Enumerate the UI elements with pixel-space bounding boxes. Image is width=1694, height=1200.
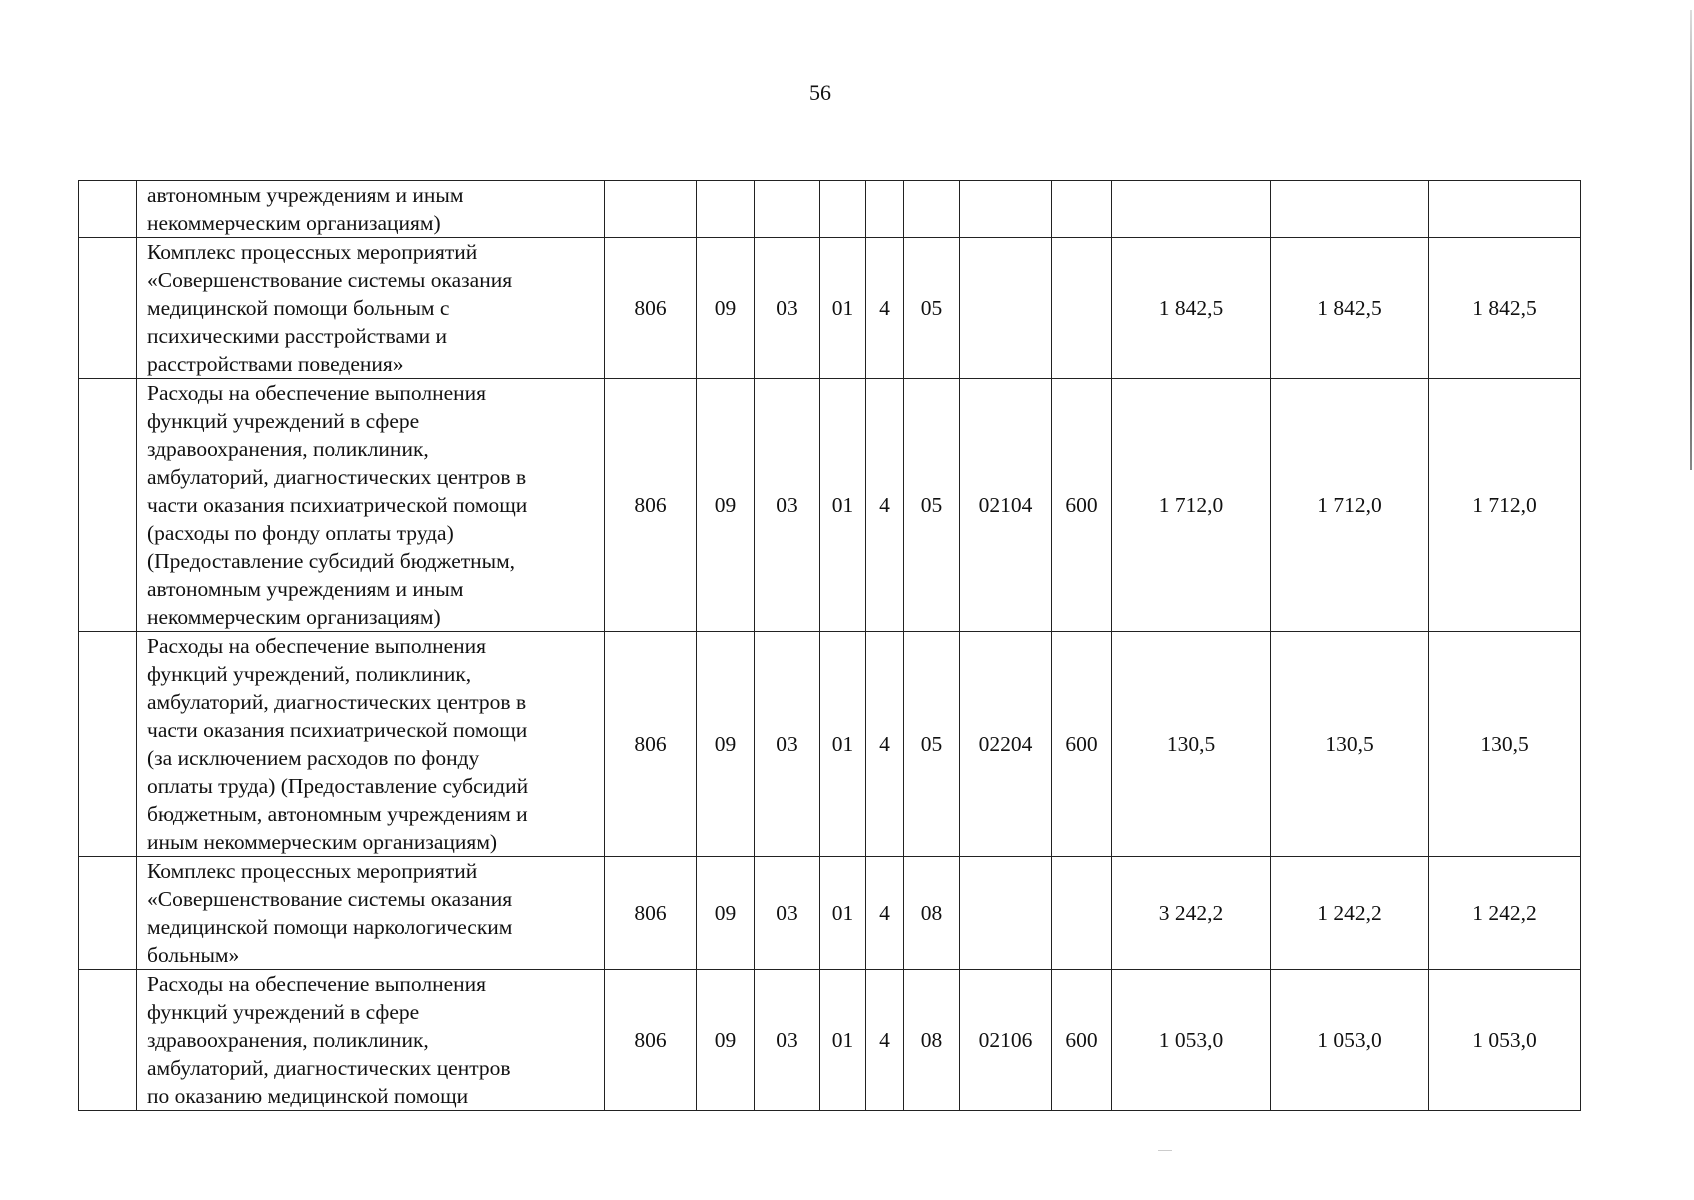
amount-year1-cell: 1 712,0: [1112, 379, 1271, 632]
amount-year2-cell: [1271, 181, 1429, 238]
direction-cell: [960, 181, 1052, 238]
direction-cell: 02104: [960, 379, 1052, 632]
amount-year1-cell: 130,5: [1112, 632, 1271, 857]
type-cell: 4: [866, 857, 904, 970]
description-cell: автономным учреждениям и иным некоммерческим организациям): [137, 181, 605, 238]
program-cell: [820, 181, 866, 238]
gov-code-cell: 806: [605, 379, 697, 632]
table-row: [79, 970, 1581, 1111]
expense-type-cell: [1052, 181, 1112, 238]
amount-year2-cell: 1 712,0: [1271, 379, 1429, 632]
description-cell: Комплекс процессных мероприятий «Совершенствование системы оказания медицинской помощи наркологическим больным»: [137, 857, 605, 970]
amount-year2-cell: 130,5: [1271, 632, 1429, 857]
program-cell: 01: [820, 632, 866, 857]
scan-edge-mark: [1690, 10, 1692, 470]
amount-year1-cell: 1 842,5: [1112, 238, 1271, 379]
direction-cell: 02204: [960, 632, 1052, 857]
gov-code-cell: 806: [605, 857, 697, 970]
type-cell: 4: [866, 970, 904, 1111]
row-number-cell: [79, 632, 137, 857]
subsection-cell: 03: [755, 238, 820, 379]
subsection-cell: 03: [755, 970, 820, 1111]
section-cell: [697, 181, 755, 238]
description-cell: Комплекс процессных мероприятий «Совершенствование системы оказания медицинской помощи больным с психическими расстройствами и расстройствами поведения»: [137, 238, 605, 379]
type-cell: 4: [866, 379, 904, 632]
row-number-cell: [79, 238, 137, 379]
amount-year3-cell: 130,5: [1429, 632, 1581, 857]
section-cell: 09: [697, 238, 755, 379]
direction-cell: [960, 857, 1052, 970]
description-cell: Расходы на обеспечение выполнения функций учреждений, поликлиник, амбулаторий, диагностических центров в части оказания психиатрической помощи (за исключением расходов по фонду оплаты труда) (Предоставление субсидий бюджетным, автономным учреждениям и иным некоммерческим организациям): [137, 632, 605, 857]
amount-year3-cell: 1 842,5: [1429, 238, 1581, 379]
type-cell: 4: [866, 632, 904, 857]
table-row: [79, 181, 1581, 238]
expense-type-cell: [1052, 238, 1112, 379]
expense-type-cell: 600: [1052, 379, 1112, 632]
subsection-cell: 03: [755, 379, 820, 632]
amount-year2-cell: 1 842,5: [1271, 238, 1429, 379]
amount-year2-cell: 1 242,2: [1271, 857, 1429, 970]
gov-code-cell: [605, 181, 697, 238]
description-cell: Расходы на обеспечение выполнения функций учреждений в сфере здравоохранения, поликлиник, амбулаторий, диагностических центров в части оказания психиатрической помощи (расходы по фонду оплаты труда) (Предоставление субсидий бюджетным, автономным учреждениям и иным некоммерческим организациям): [137, 379, 605, 632]
subsection-cell: 03: [755, 632, 820, 857]
complex-cell: 08: [904, 857, 960, 970]
amount-year1-cell: [1112, 181, 1271, 238]
expense-type-cell: 600: [1052, 970, 1112, 1111]
program-cell: 01: [820, 970, 866, 1111]
type-cell: 4: [866, 238, 904, 379]
table-body: [79, 181, 1581, 1111]
gov-code-cell: 806: [605, 238, 697, 379]
page-number: 56: [809, 80, 831, 105]
row-number-cell: [79, 181, 137, 238]
amount-year3-cell: 1 712,0: [1429, 379, 1581, 632]
expense-type-cell: [1052, 857, 1112, 970]
program-cell: 01: [820, 857, 866, 970]
section-cell: 09: [697, 632, 755, 857]
table-row: [79, 857, 1581, 970]
section-cell: 09: [697, 970, 755, 1111]
row-number-cell: [79, 857, 137, 970]
amount-year3-cell: 1 242,2: [1429, 857, 1581, 970]
budget-table: [78, 180, 1581, 1111]
section-cell: 09: [697, 379, 755, 632]
complex-cell: 05: [904, 238, 960, 379]
subsection-cell: [755, 181, 820, 238]
description-cell: Расходы на обеспечение выполнения функций учреждений в сфере здравоохранения, поликлиник, амбулаторий, диагностических центров по оказанию медицинской помощи: [137, 970, 605, 1111]
complex-cell: 05: [904, 632, 960, 857]
program-cell: 01: [820, 238, 866, 379]
program-cell: 01: [820, 379, 866, 632]
direction-cell: [960, 238, 1052, 379]
amount-year3-cell: [1429, 181, 1581, 238]
amount-year1-cell: 1 053,0: [1112, 970, 1271, 1111]
gov-code-cell: 806: [605, 970, 697, 1111]
table-row: [79, 379, 1581, 632]
amount-year2-cell: 1 053,0: [1271, 970, 1429, 1111]
direction-cell: 02106: [960, 970, 1052, 1111]
type-cell: [866, 181, 904, 238]
table-row: [79, 632, 1581, 857]
subsection-cell: 03: [755, 857, 820, 970]
scan-speck: [1158, 1150, 1172, 1151]
row-number-cell: [79, 970, 137, 1111]
gov-code-cell: 806: [605, 632, 697, 857]
table-row: [79, 238, 1581, 379]
complex-cell: 05: [904, 379, 960, 632]
row-number-cell: [79, 379, 137, 632]
section-cell: 09: [697, 857, 755, 970]
amount-year1-cell: 3 242,2: [1112, 857, 1271, 970]
complex-cell: [904, 181, 960, 238]
expense-type-cell: 600: [1052, 632, 1112, 857]
amount-year3-cell: 1 053,0: [1429, 970, 1581, 1111]
complex-cell: 08: [904, 970, 960, 1111]
